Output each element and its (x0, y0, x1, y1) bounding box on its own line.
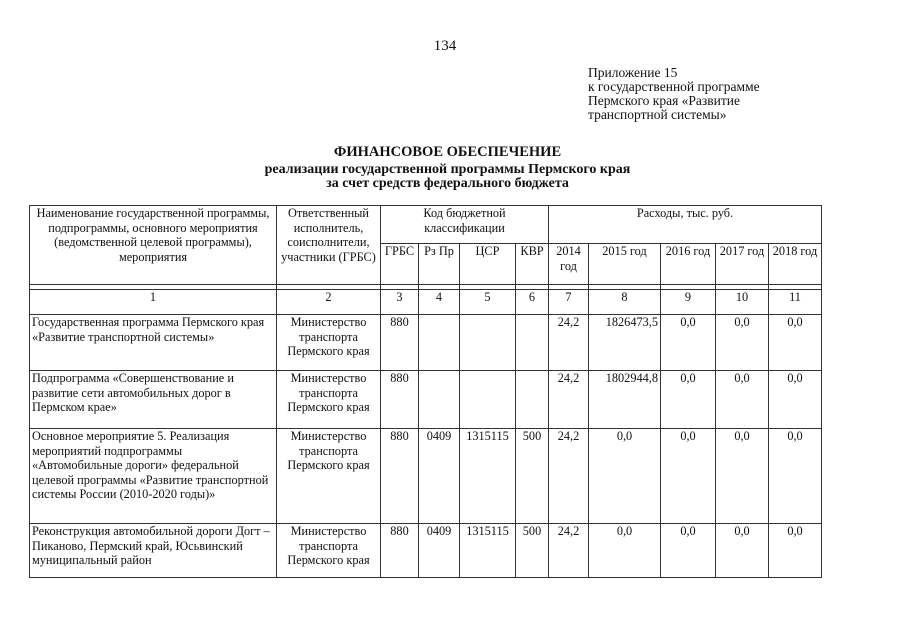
row-2016: 0,0 (661, 315, 716, 371)
header-rzpr: Рз Пр (419, 244, 460, 285)
row-2015: 0,0 (589, 429, 661, 524)
table-header-row (30, 206, 822, 244)
row-2018: 0,0 (769, 371, 822, 429)
row-csr: 1315115 (460, 524, 516, 578)
row-rzpr: 0409 (419, 429, 460, 524)
column-number: 9 (661, 290, 716, 315)
appendix-note (588, 66, 760, 122)
appendix-line: к государственной программе (588, 79, 760, 94)
row-executor: Министерство транспорта Пермского края (277, 524, 381, 578)
header-year-2017: 2017 год (716, 244, 769, 285)
row-name: Подпрограмма «Совершенствование и развитие сети автомобильных дорог в Пермском крае» (30, 371, 277, 429)
row-kvr: 500 (516, 524, 549, 578)
column-number: 2 (277, 290, 381, 315)
column-number: 3 (381, 290, 419, 315)
row-2016: 0,0 (661, 371, 716, 429)
row-2014: 24,2 (549, 524, 589, 578)
table-row (30, 315, 822, 371)
header-year-2014: 2014 год (549, 244, 589, 285)
row-2016: 0,0 (661, 429, 716, 524)
subtitle-line: реализации государственной программы Пермского края (264, 162, 631, 177)
column-number: 6 (516, 290, 549, 315)
header-executor: Ответственный исполнитель, соисполнители, участники (ГРБС) (277, 206, 381, 285)
row-2018: 0,0 (769, 429, 822, 524)
appendix-line: Приложение 15 (588, 65, 678, 80)
row-2017: 0,0 (716, 524, 769, 578)
column-number: 11 (769, 290, 822, 315)
row-2015: 0,0 (589, 524, 661, 578)
row-rzpr (419, 371, 460, 429)
row-2018: 0,0 (769, 524, 822, 578)
column-number: 10 (716, 290, 769, 315)
row-executor: Министерство транспорта Пермского края (277, 371, 381, 429)
appendix-line: Пермского края «Развитие (588, 93, 740, 108)
row-name: Реконструкция автомобильной дороги Догт – Пиканово, Пермский край, Юсьвинский муниципальный район (30, 524, 277, 578)
row-2017: 0,0 (716, 429, 769, 524)
header-name: Наименование государственной программы, подпрограммы, основного мероприятия (ведомственной целевой программы), мероприятия (30, 206, 277, 285)
header-expenses: Расходы, тыс. руб. (549, 206, 822, 244)
row-rzpr (419, 315, 460, 371)
row-kvr (516, 371, 549, 429)
row-2017: 0,0 (716, 371, 769, 429)
row-2014: 24,2 (549, 315, 589, 371)
column-number: 4 (419, 290, 460, 315)
column-number: 8 (589, 290, 661, 315)
row-csr (460, 371, 516, 429)
header-year-2018: 2018 год (769, 244, 822, 285)
row-grbs: 880 (381, 315, 419, 371)
row-2015: 1802944,8 (589, 371, 661, 429)
row-grbs: 880 (381, 371, 419, 429)
row-2017: 0,0 (716, 315, 769, 371)
row-rzpr: 0409 (419, 524, 460, 578)
row-2018: 0,0 (769, 315, 822, 371)
row-2015: 1826473,5 (589, 315, 661, 371)
header-csr: ЦСР (460, 244, 516, 285)
subtitle-line: за счет средств федерального бюджета (326, 176, 569, 191)
appendix-line: транспортной системы» (588, 107, 727, 122)
column-number: 1 (30, 290, 277, 315)
row-csr (460, 315, 516, 371)
row-2014: 24,2 (549, 429, 589, 524)
row-executor: Министерство транспорта Пермского края (277, 315, 381, 371)
row-kvr: 500 (516, 429, 549, 524)
table-row (30, 371, 822, 429)
financing-table (29, 205, 822, 578)
header-grbs: ГРБС (381, 244, 419, 285)
header-year-2016: 2016 год (661, 244, 716, 285)
column-number: 7 (549, 290, 589, 315)
page-number: 134 (433, 38, 457, 54)
row-executor: Министерство транспорта Пермского края (277, 429, 381, 524)
row-kvr (516, 315, 549, 371)
document-subtitle (0, 163, 895, 191)
row-2014: 24,2 (549, 371, 589, 429)
row-name: Государственная программа Пермского края «Развитие транспортной системы» (30, 315, 277, 371)
row-grbs: 880 (381, 429, 419, 524)
header-kvr: КВР (516, 244, 549, 285)
header-year-2015: 2015 год (589, 244, 661, 285)
table-row (30, 524, 822, 578)
row-csr: 1315115 (460, 429, 516, 524)
header-budget-code: Код бюджетной классификации (381, 206, 549, 244)
row-grbs: 880 (381, 524, 419, 578)
column-number-row (30, 290, 822, 315)
row-name: Основное мероприятие 5. Реализация мероприятий подпрограммы «Автомобильные дороги» федеральной целевой программы «Развитие транспортной системы России (2010-2020 годы)» (30, 429, 277, 524)
table-row (30, 429, 822, 524)
column-number: 5 (460, 290, 516, 315)
row-2016: 0,0 (661, 524, 716, 578)
document-title: ФИНАНСОВОЕ ОБЕСПЕЧЕНИЕ (333, 144, 562, 160)
